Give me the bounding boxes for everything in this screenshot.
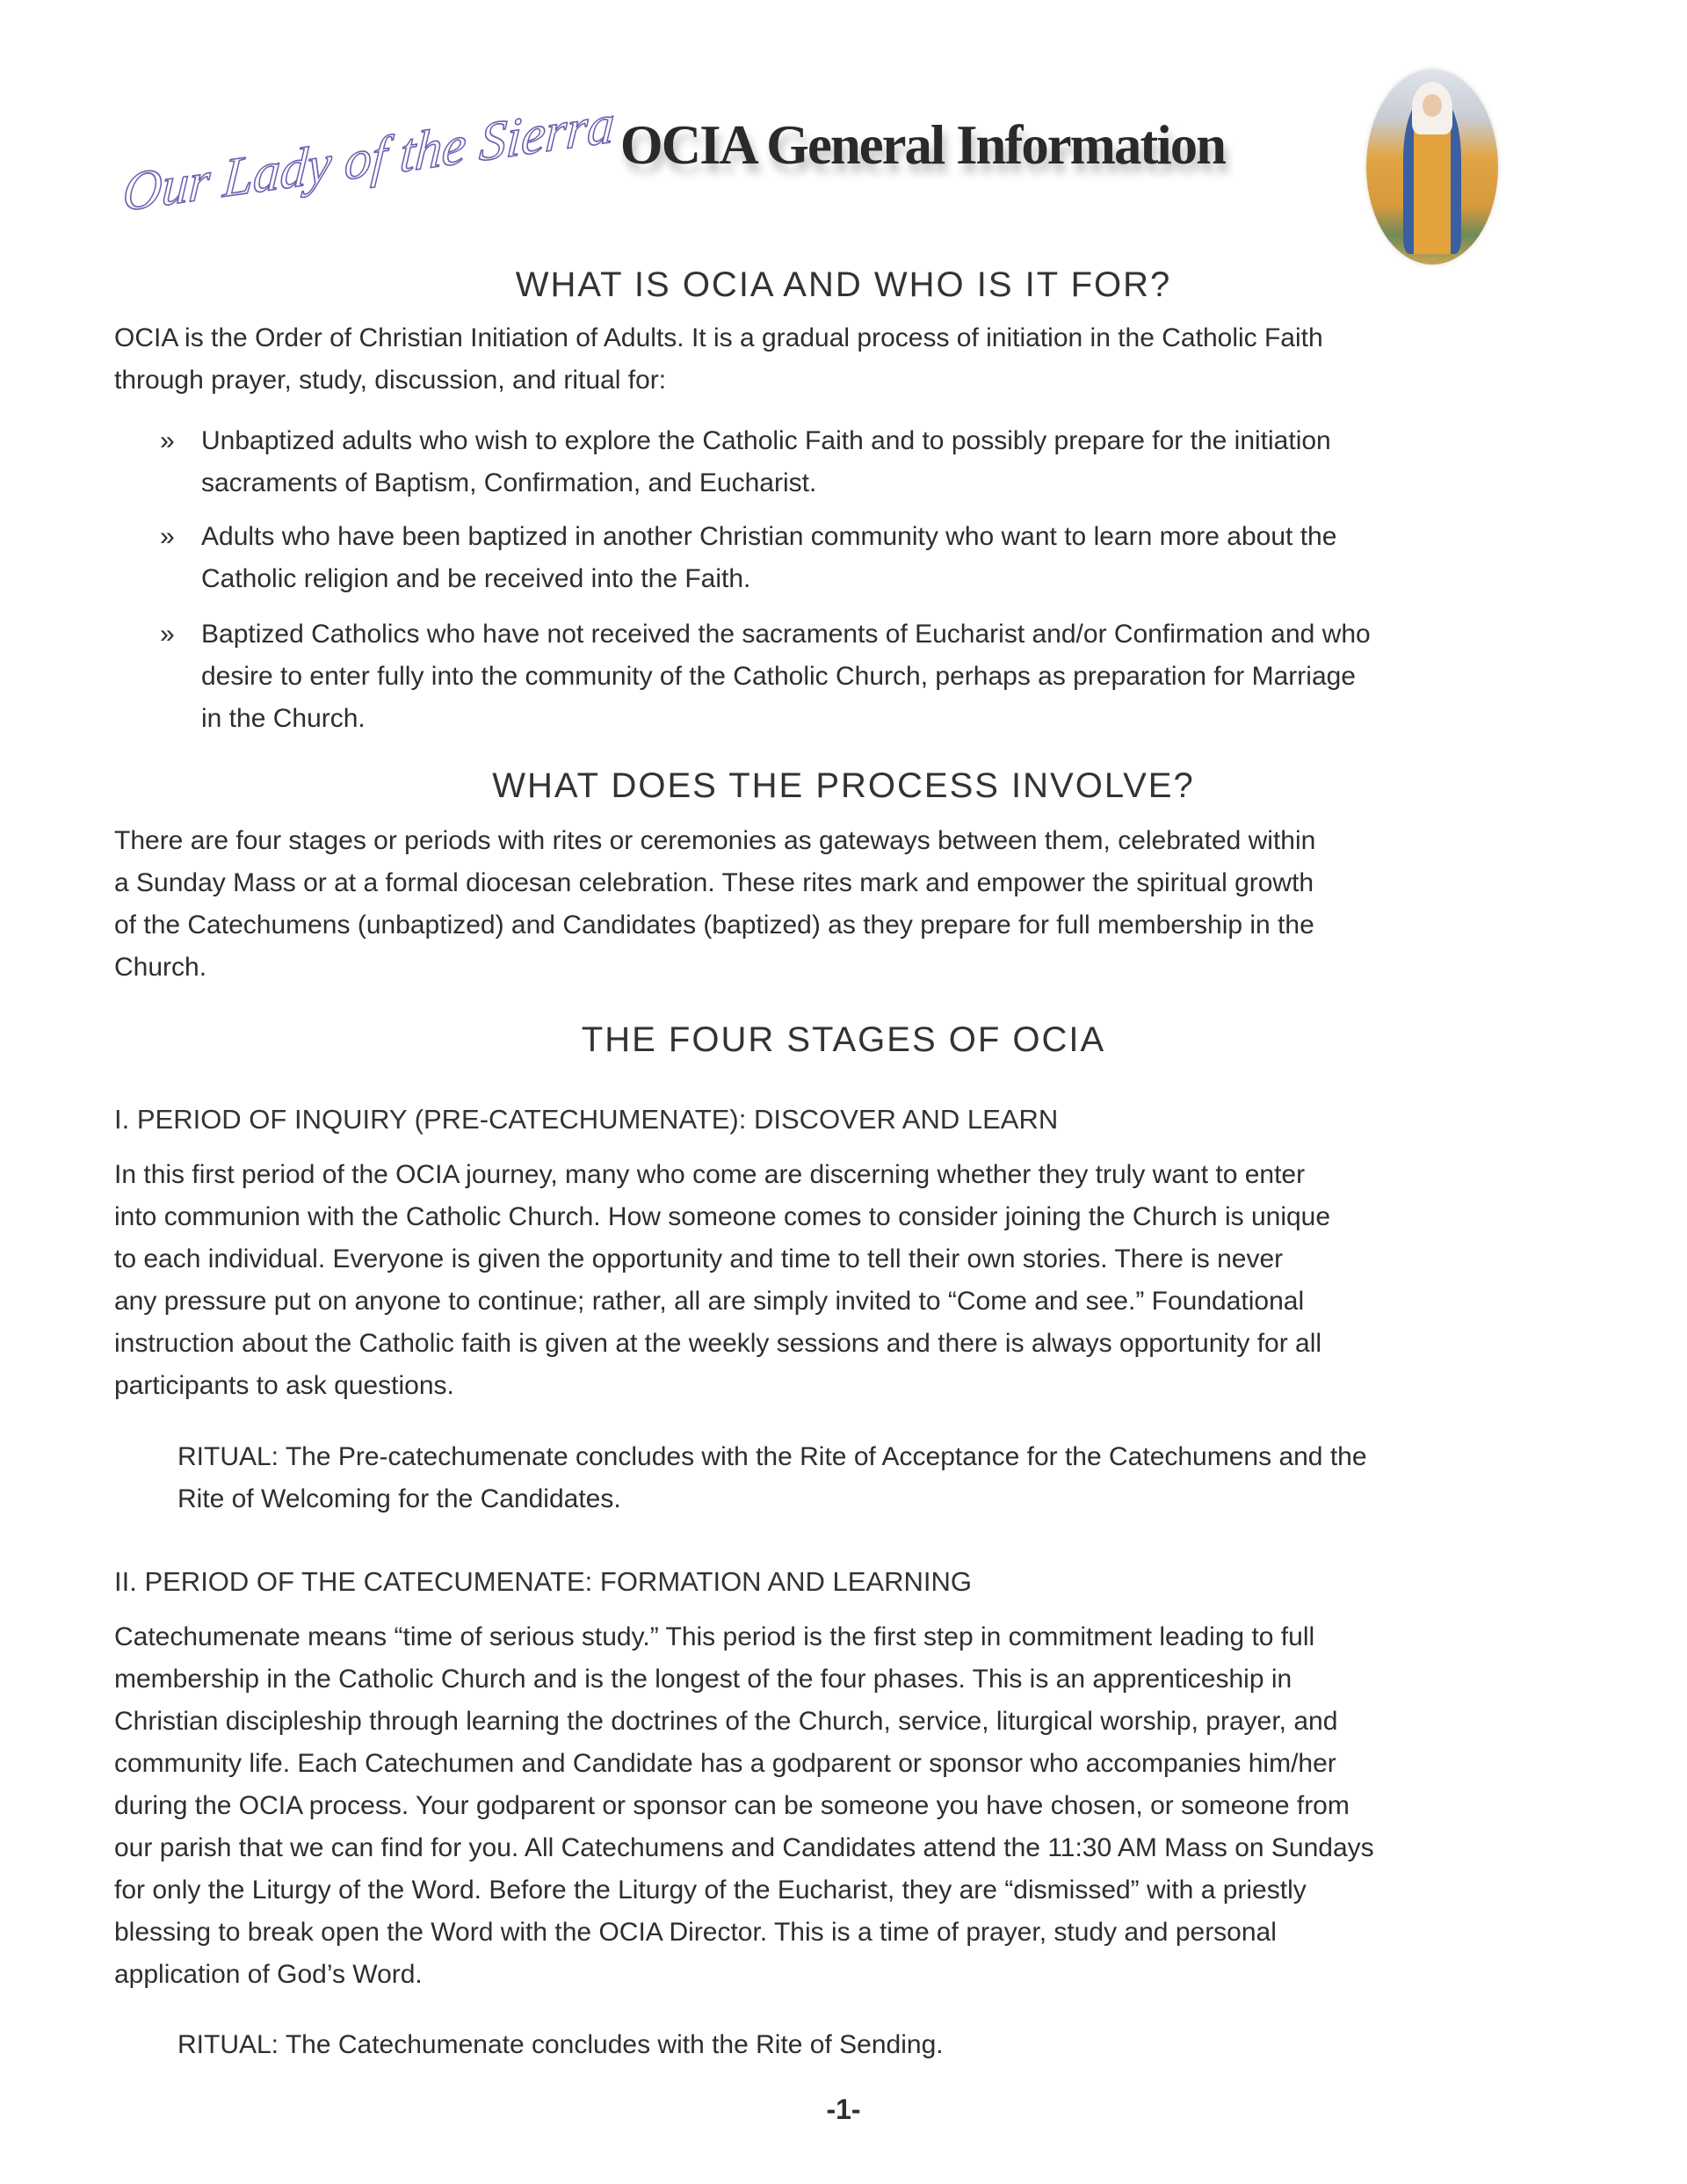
bullet-text bbox=[201, 420, 1331, 504]
logo-text: Our Lady of the Sierra bbox=[120, 91, 617, 224]
text-line: Catechumenate means “time of serious study.” This period is the first step in commitment leading to full bbox=[114, 1622, 1315, 1651]
text-line: OCIA is the Order of Christian Initiation of Adults. It is a gradual process of initiation in the Catholic Faith bbox=[114, 323, 1323, 352]
process-paragraph bbox=[114, 820, 1315, 989]
text-line: RITUAL: The Pre-catechumenate concludes with the Rite of Acceptance for the Catechumens and the bbox=[177, 1442, 1367, 1471]
bullet-text bbox=[201, 613, 1371, 740]
text-line: Catholic religion and be received into the Faith. bbox=[201, 564, 751, 593]
bullet-marker: » bbox=[160, 426, 175, 455]
text-line: to each individual. Everyone is given the opportunity and time to tell their own stories. There is never bbox=[114, 1244, 1284, 1273]
bullet-text bbox=[201, 516, 1336, 600]
period-2-paragraph bbox=[114, 1616, 1374, 1996]
text-line: Christian discipleship through learning the doctrines of the Church, service, liturgical worship, prayer, and bbox=[114, 1707, 1338, 1736]
text-line: In this first period of the OCIA journey, many who come are discerning whether they truly want to enter bbox=[114, 1160, 1306, 1189]
text-line: Church. bbox=[114, 953, 207, 982]
bullet-marker: » bbox=[160, 522, 175, 551]
period-1-ritual bbox=[177, 1436, 1367, 1520]
intro-paragraph bbox=[114, 317, 1323, 402]
text-line: community life. Each Catechumen and Candidate has a godparent or sponsor who accompanies him/her bbox=[114, 1749, 1336, 1778]
text-line: sacraments of Baptism, Confirmation, and Eucharist. bbox=[201, 468, 817, 497]
text-line: membership in the Catholic Church and is the longest of the four phases. This is an apprenticeship in bbox=[114, 1665, 1292, 1694]
text-line: There are four stages or periods with rites or ceremonies as gateways between them, celebrated within bbox=[114, 826, 1316, 855]
text-line: participants to ask questions. bbox=[114, 1371, 454, 1400]
period-2-ritual bbox=[177, 2024, 944, 2066]
text-line: blessing to break open the Word with the OCIA Director. This is a time of prayer, study and personal bbox=[114, 1918, 1277, 1947]
text-line: for only the Liturgy of the Word. Before the Liturgy of the Eucharist, they are “dismissed” with a priestly bbox=[114, 1876, 1307, 1905]
text-line: during the OCIA process. Your godparent or sponsor can be someone you have chosen, or someone from bbox=[114, 1791, 1350, 1820]
period-1-title: I. PERIOD OF INQUIRY (PRE-CATECHUMENATE): DISCOVER AND LEARN bbox=[114, 1104, 1059, 1135]
page-title: OCIA General Information bbox=[619, 113, 1226, 176]
text-line: our parish that we can find for you. All Catechumens and Candidates attend the 11:30 AM Mass on Sundays bbox=[114, 1833, 1374, 1862]
text-line: Unbaptized adults who wish to explore the Catholic Faith and to possibly prepare for the initiation bbox=[201, 426, 1331, 455]
section-heading-process: WHAT DOES THE PROCESS INVOLVE? bbox=[492, 766, 1195, 805]
text-line: of the Catechumens (unbaptized) and Candidates (baptized) as they prepare for full membership in the bbox=[114, 911, 1314, 940]
parish-logo bbox=[120, 70, 617, 229]
text-line: application of God’s Word. bbox=[114, 1960, 423, 1989]
madonna-image bbox=[1366, 69, 1498, 265]
text-line: Rite of Welcoming for the Candidates. bbox=[177, 1484, 621, 1513]
text-line: Baptized Catholics who have not received the sacraments of Eucharist and/or Confirmation and who bbox=[201, 620, 1371, 649]
text-line: a Sunday Mass or at a formal diocesan celebration. These rites mark and empower the spiritual growth bbox=[114, 868, 1314, 897]
section-heading-what-is-ocia: WHAT IS OCIA AND WHO IS IT FOR? bbox=[515, 265, 1172, 304]
text-line: RITUAL: The Catechumenate concludes with the Rite of Sending. bbox=[177, 2030, 944, 2059]
text-line: into communion with the Catholic Church. How someone comes to consider joining the Church is unique bbox=[114, 1202, 1331, 1231]
section-heading-four-stages: THE FOUR STAGES OF OCIA bbox=[581, 1020, 1106, 1059]
text-line: through prayer, study, discussion, and ritual for: bbox=[114, 366, 667, 395]
period-2-title: II. PERIOD OF THE CATECUMENATE: FORMATION AND LEARNING bbox=[114, 1566, 973, 1597]
period-1-paragraph bbox=[114, 1154, 1330, 1407]
text-line: instruction about the Catholic faith is given at the weekly sessions and there is always opportunity for all bbox=[114, 1329, 1322, 1358]
text-line: desire to enter fully into the community of the Catholic Church, perhaps as preparation for Marriage bbox=[201, 662, 1356, 691]
bullet-marker: » bbox=[160, 620, 175, 649]
text-line: any pressure put on anyone to continue; rather, all are simply invited to “Come and see.” Foundational bbox=[114, 1287, 1305, 1316]
text-line: in the Church. bbox=[201, 704, 366, 733]
page-number: -1- bbox=[826, 2093, 861, 2125]
text-line: Adults who have been baptized in another Christian community who want to learn more about the bbox=[201, 522, 1337, 551]
